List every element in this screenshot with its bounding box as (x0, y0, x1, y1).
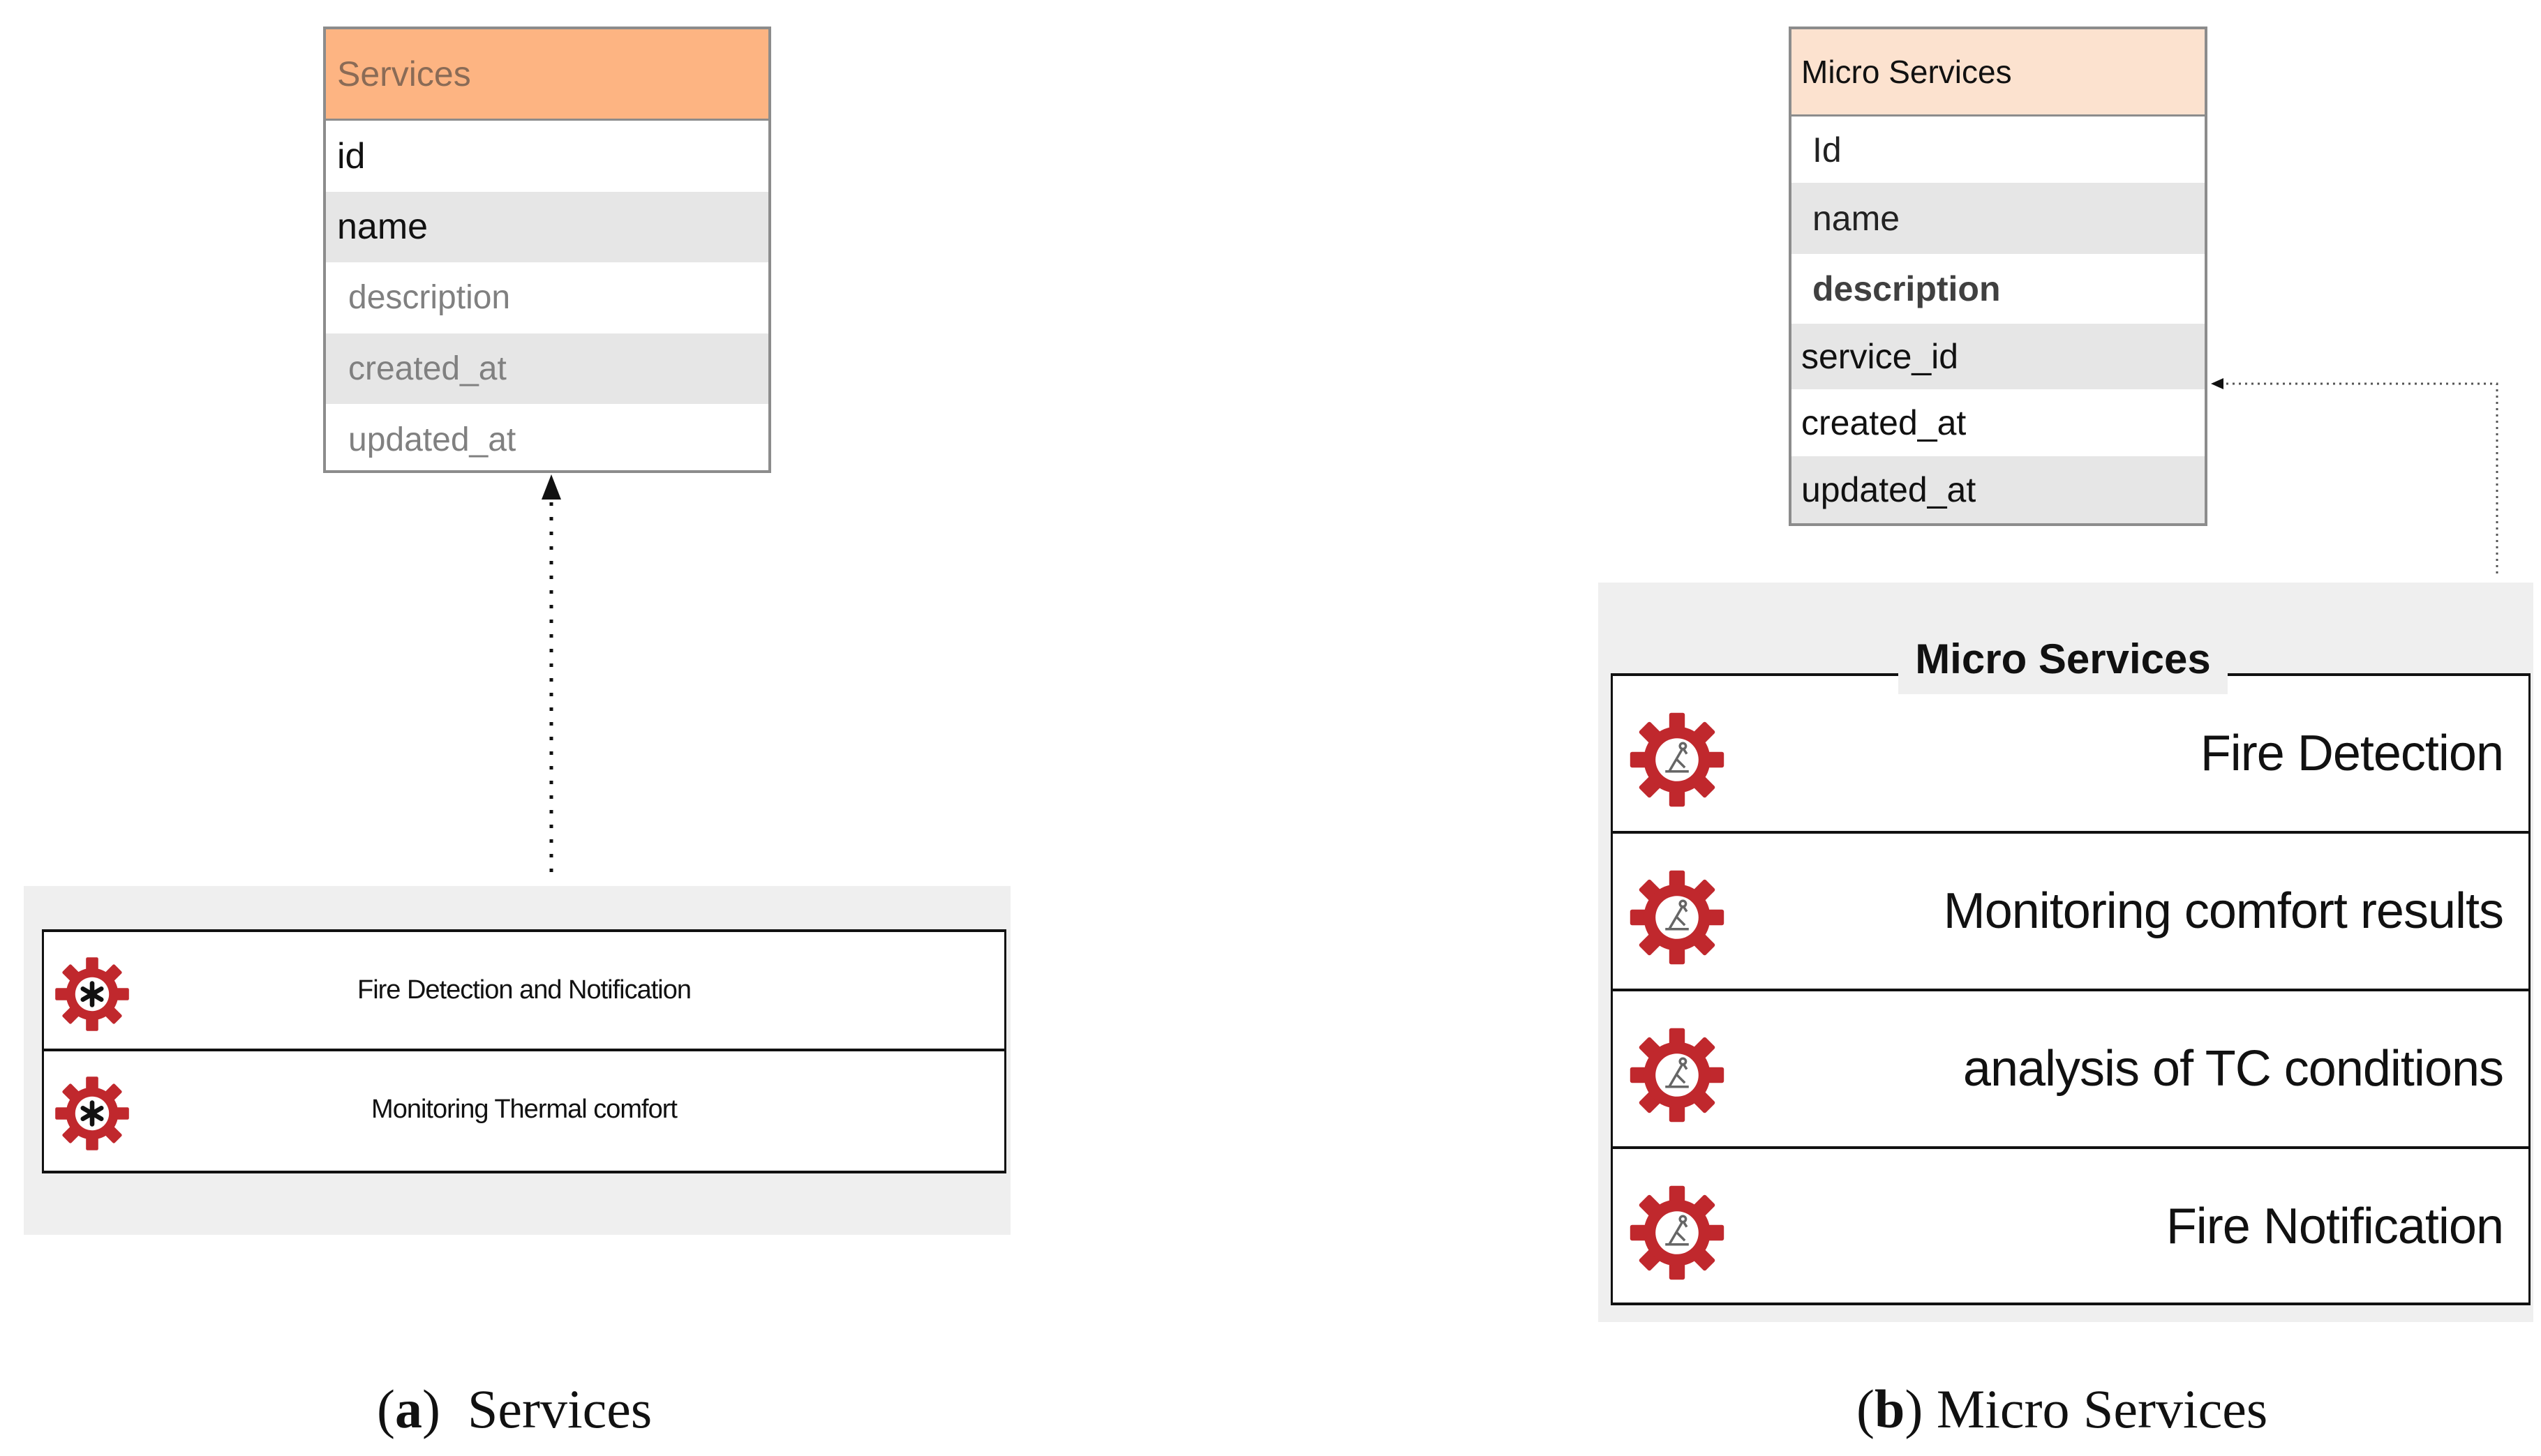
services-entity-header: Services (326, 29, 768, 121)
micro-services-dependency-arrow (2211, 378, 2497, 573)
field-created-at: created_at (1801, 403, 1967, 442)
list-item-label: Fire Detection (2200, 726, 2503, 781)
gear-icon (1628, 1184, 1726, 1282)
caption-b-letter: b (1874, 1379, 1905, 1439)
list-item-label: Monitoring Thermal comfort (371, 1095, 677, 1124)
gear-icon (54, 956, 131, 1033)
services-dependency-arrow (542, 474, 561, 872)
field-description: description (348, 279, 511, 317)
micro-services-list (1611, 673, 2531, 1305)
micro-services-entity-header: Micro Services (1791, 29, 2205, 117)
field-updated-at: updated_at (348, 421, 516, 458)
list-item-label: Fire Detection and Notification (357, 975, 692, 1005)
gear-icon (54, 1075, 131, 1152)
field-id: id (337, 135, 366, 177)
field-name: name (1791, 183, 2205, 254)
field-service-id: service_id (1791, 324, 2205, 389)
list-item-label: Monitoring comfort results (1943, 883, 2503, 939)
caption-b-text: Micro Services (1936, 1379, 2268, 1439)
gear-icon (1628, 711, 1726, 809)
list-item-label: analysis of TC conditions (1962, 1041, 2503, 1097)
list-item[interactable] (44, 932, 1004, 1051)
list-item-label: Fire Notification (2166, 1199, 2503, 1254)
field-created-at: created_at (326, 333, 768, 405)
services-list (42, 929, 1006, 1173)
caption-b: (b) Micro Services (1856, 1379, 2268, 1439)
list-item[interactable] (1613, 834, 2528, 991)
gear-icon (1628, 869, 1726, 966)
caption-a-letter: a (394, 1379, 422, 1439)
field-updated-at: updated_at (1791, 456, 2205, 523)
gear-icon (1628, 1026, 1726, 1124)
caption-a: (a) Services (377, 1379, 653, 1439)
list-item[interactable] (1613, 1149, 2528, 1304)
list-item[interactable] (44, 1051, 1004, 1168)
micro-services-list-panel (1598, 583, 2533, 1322)
list-item[interactable] (1613, 991, 2528, 1149)
list-item[interactable] (1613, 676, 2528, 834)
field-id: Id (1812, 130, 1842, 170)
field-description: description (1812, 269, 2001, 308)
field-name: name (326, 192, 768, 263)
caption-a-text: Services (467, 1379, 653, 1439)
panel-title: Micro Services (1898, 624, 2228, 694)
services-list-panel (24, 886, 1011, 1235)
